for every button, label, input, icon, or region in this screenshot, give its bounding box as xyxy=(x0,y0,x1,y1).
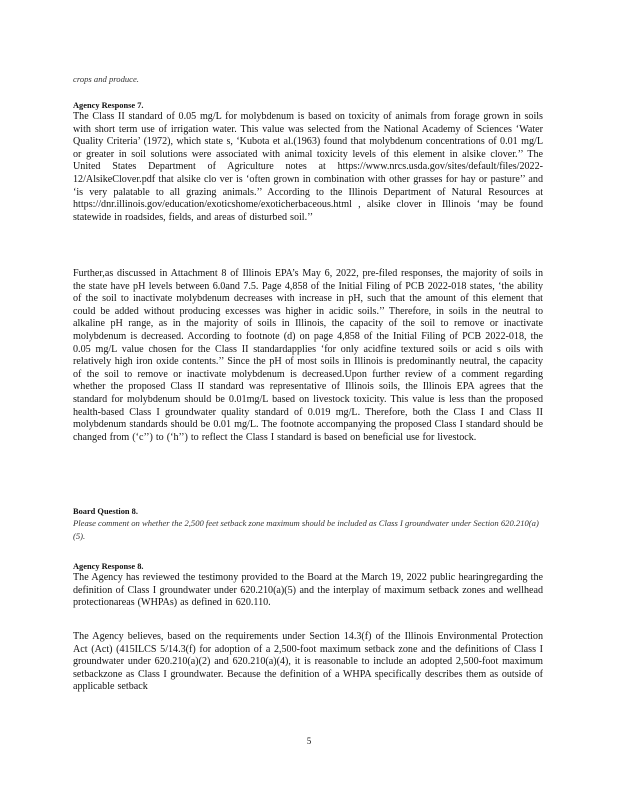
agency-response-7 xyxy=(73,100,543,224)
section-heading: Agency Response 8. xyxy=(73,562,144,571)
board-question-text: Please comment on whether the 2,500 feet setback zone maximum should be included as Class I groundwater under Section 620.210(a)(5). xyxy=(73,518,539,541)
section-heading: Board Question 8. xyxy=(73,507,138,516)
agency-response-8 xyxy=(73,561,543,610)
page-number: 5 xyxy=(306,736,312,746)
section-heading: Agency Response 7. xyxy=(73,101,144,110)
continued-fragment: crops and produce. xyxy=(73,74,139,84)
agency-response-7-continued xyxy=(73,268,543,444)
paragraph: Further,as discussed in Attachment 8 of Illinois EPA’s May 6, 2022, pre-filed responses, the majority of soils in the state have pH levels between 6.0and 7.5. Page 4,858 of the Initial Filing of PCB 2022-018 states, ‘the ability of the soil to inactivate molybdenum decreases with increase in pH, such that the amount of this element that could be added without producing excesses was higher in acidic soils.’’ Therefore, in soils in the neutral to alkaline pH range, as in the majority of soils in Illinois, the capacity of the soil to remove or inactivate molybdenum is decreased. According to footnote (d) on page 4,858 of the Initial Filing of PCB 2022-018, the 0.05 mg/L value chosen for the Class II standardapplies ‘for only acidfine textured soils or acid s oils with relatively high iron oxide contents.’’ Since the pH of most soils in Illinois is predominantly neutral, the capacity of the soil to remove or inactivate molybdenum is decreased.Upon further review of a comment regarding whether the proposed Class II standard was representative of Illinois soils, the Illinois EPA agrees that the standard for molybdenum should be 0.01mg/L based on livestock toxicity. This value is less than the proposed health-based Class I groundwater quality standard of 0.019 mg/L. Therefore, both the Class I and Class II molybdenum standards should be 0.01 mg/L. The footnote accompanying the proposed Class I standard should be changed from (‘c’’) to (‘h’’) to reflect the Class I standard is based on beneficial use for livestock. xyxy=(73,268,543,443)
paragraph: The Agency believes, based on the requirements under Section 14.3(f) of the Illinois Environmental Protection Act (Act) (415ILCS 5/14.3(f) for adoption of a 2,500-foot maximum setback zone and the definitions of Class I groundwater under 620.210(a)(2) and 620.210(a)(4), it is reasonable to include an adopted 2,500-foot maximum setbackzone as Class I groundwater. Because the definition of a WHPA specifically describes them as outside of applicable setback xyxy=(73,631,543,693)
board-question-8 xyxy=(73,506,543,543)
paragraph: The Agency has reviewed the testimony provided to the Board at the March 19, 2022 public hearingregarding the definition of Class I groundwater under 620.210(a)(5) and the interplay of maximum setback zones and wellhead protectionareas (WHPAs) as defined in 620.110. xyxy=(73,572,543,609)
agency-response-8-continued xyxy=(73,631,543,694)
paragraph: The Class II standard of 0.05 mg/L for molybdenum is based on toxicity of animals from forage grown in soils with short term use of irrigation water. This value was selected from the National Academy of Sciences ‘Water Quality Criteria’ (1972), which state s, ‘Kubota et al.(1963) found that molybdenum concentrations of 0.01 mg/L or greater in soil solutions were associated with animal toxicity levels of this element in alsike clover.’’ The United States Department of Agriculture notes at https://www.nrcs.usda.gov/sites/default/files/2022-12/AlsikeClover.pdf that alsike clo ver is ‘often grown in combination with other grasses for hay or pasture’’ and ‘is very palatable to all grazing animals.’’ According to the Illinois Department of Natural Resources at https://dnr.illinois.gov/education/exoticshome/exoticherbaceous.html , alsike clover in Illinois ‘may be found statewide in roadsides, fields, and areas of disturbed soil.’’ xyxy=(73,111,543,223)
